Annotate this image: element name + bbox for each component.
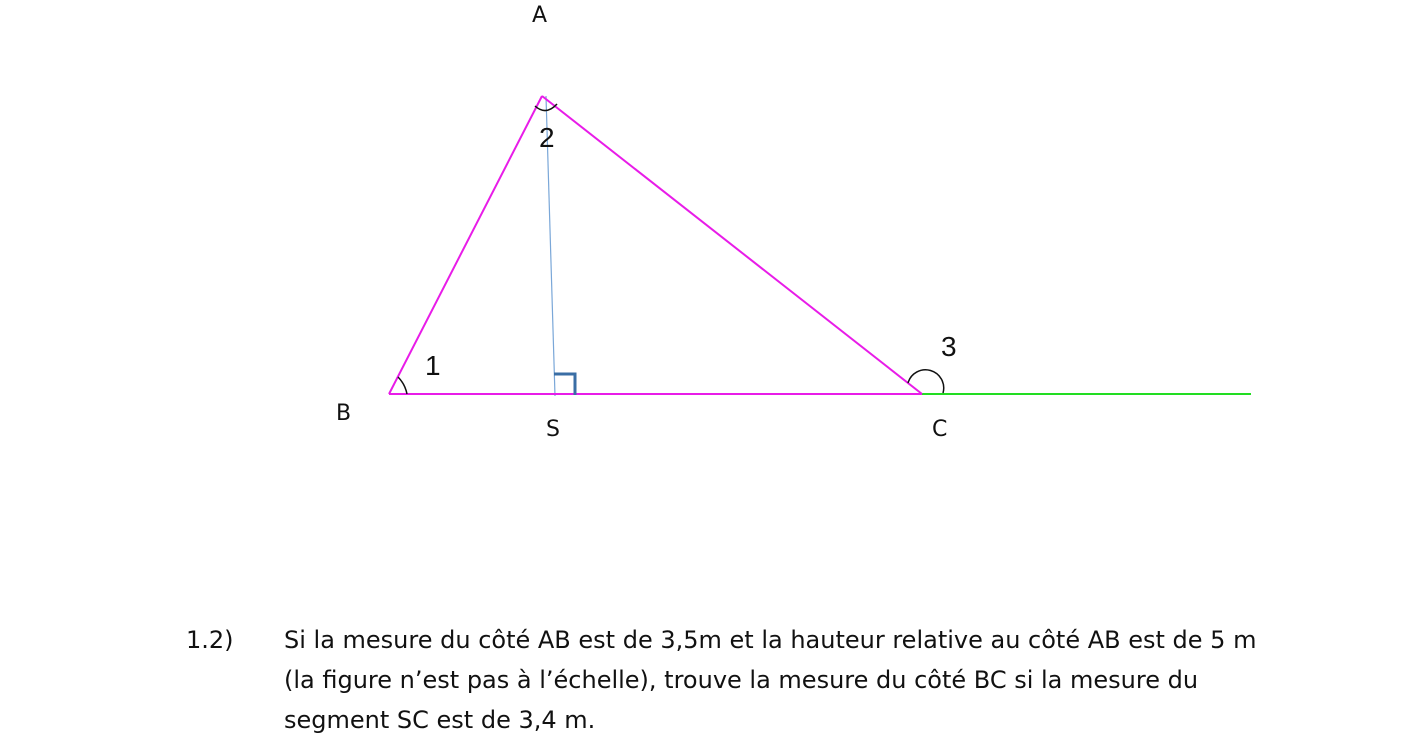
label-angle-3: 3: [941, 331, 957, 362]
label-angle-2: 2: [539, 122, 555, 153]
side-ac: [542, 96, 922, 394]
side-ab: [389, 96, 542, 394]
question-text: [284, 620, 1284, 740]
angle-3-arc: [908, 370, 944, 393]
label-point-a: A: [532, 3, 548, 28]
question-line: (la figure n’est pas à l’échelle), trouve la mesure du côté BC si la mesure du: [284, 666, 1199, 694]
question-line: Si la mesure du côté AB est de 3,5m et la hauteur relative au côté AB est de 5 m: [284, 626, 1257, 654]
label-angle-1: 1: [425, 350, 441, 381]
right-angle-mark: [554, 374, 575, 395]
label-point-s: S: [546, 417, 560, 442]
question-line: segment SC est de 3,4 m.: [284, 706, 596, 734]
angle-1-arc: [398, 377, 407, 394]
label-point-c: C: [932, 417, 948, 442]
question-number: 1.2): [186, 626, 234, 654]
label-point-b: B: [336, 401, 352, 426]
